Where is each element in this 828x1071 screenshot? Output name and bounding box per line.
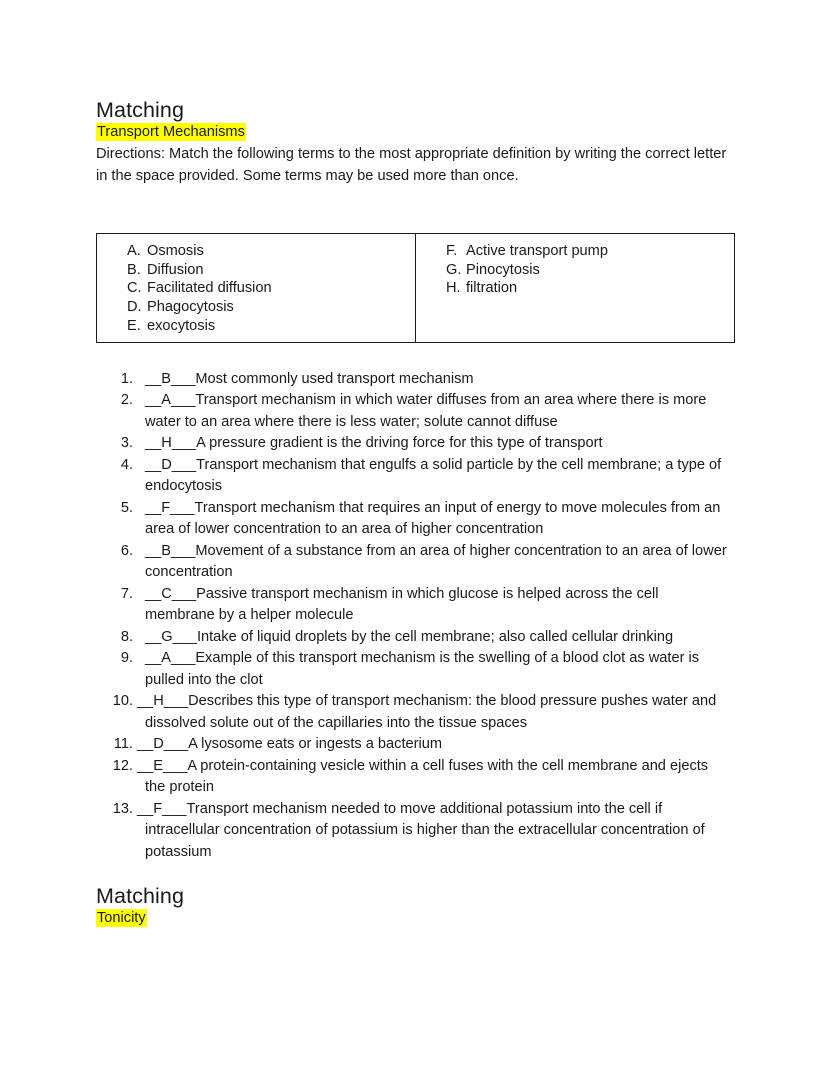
term-label: Pinocytosis: [466, 261, 540, 278]
question-body: [133, 734, 732, 756]
question-body: [133, 390, 732, 433]
question-text: Transport mechanism needed to move additional potassium into the cell if intracellular concentration of potassium is higher than the extracellular concentration of potassium: [145, 800, 705, 860]
question-item-13: [96, 799, 732, 864]
question-body: [133, 541, 732, 584]
term-item-h: [446, 279, 730, 298]
question-body: [133, 584, 732, 627]
term-letter: E.: [127, 317, 141, 334]
term-letter: H.: [446, 280, 461, 297]
question-number: 10.: [112, 693, 133, 710]
question-item-11: [96, 734, 732, 756]
question-number: 8.: [120, 628, 133, 645]
question-body: [133, 498, 732, 541]
question-item-10: [96, 691, 732, 734]
question-text: A protein-containing vesicle within a cell fuses with the cell membrane and ejects the protein: [145, 757, 709, 796]
question-text: Example of this transport mechanism is the swelling of a blood clot as water is pulled into the clot: [145, 650, 700, 688]
term-label: exocytosis: [147, 317, 216, 334]
answer-blank: __E___: [137, 757, 188, 774]
section-heading-transport: Matching: [96, 98, 185, 122]
answer-blank: __D___: [137, 736, 189, 753]
question-number: 1.: [120, 370, 133, 387]
question-text: Passive transport mechanism in which glucose is helped across the cell membrane by a helper molecule: [145, 585, 659, 624]
question-item-4: [96, 455, 732, 498]
term-bank-left-cell: [97, 234, 416, 343]
question-number: 3.: [120, 435, 133, 452]
answer-blank: __B___: [145, 370, 196, 387]
question-number: 13.: [112, 800, 133, 817]
question-text: Transport mechanism in which water diffuses from an area where there is more water to an area where there is less water; solute cannot diffuse: [145, 392, 707, 430]
question-list: [96, 369, 732, 864]
question-body: [133, 627, 732, 649]
term-item-e: [127, 317, 411, 336]
term-label: filtration: [466, 280, 518, 297]
question-body: [133, 799, 732, 864]
question-number: 5.: [120, 499, 133, 516]
question-item-7: [96, 584, 732, 627]
question-item-9: [96, 648, 732, 691]
question-number: 11.: [113, 736, 133, 753]
question-text: Transport mechanism that requires an input of energy to move molecules from an area of lower concentration to an area of higher concentration: [145, 499, 721, 538]
question-text: Intake of liquid droplets by the cell membrane; also called cellular drinking: [196, 628, 674, 645]
question-body: [133, 369, 732, 391]
answer-blank: __H___: [145, 435, 197, 452]
question-body: [133, 433, 732, 455]
term-letter: G.: [446, 261, 462, 278]
term-label: Phagocytosis: [147, 299, 234, 316]
term-item-a: [127, 242, 411, 261]
question-item-8: [96, 627, 732, 649]
term-letter: B.: [127, 261, 141, 278]
section-heading-tonicity: Matching: [96, 884, 185, 909]
term-letter: C.: [127, 280, 142, 297]
term-label: Diffusion: [147, 261, 204, 278]
topic-line-tonicity: [96, 909, 732, 927]
answer-blank: __F___: [137, 800, 187, 817]
term-label: Facilitated diffusion: [147, 280, 272, 297]
term-bank-right-cell: [416, 234, 735, 343]
answer-blank: __A___: [145, 650, 196, 667]
question-item-1: [96, 369, 732, 391]
term-label: Active transport pump: [466, 243, 608, 259]
term-item-f: [446, 242, 730, 261]
directions-text: Directions: Match the following terms to the most appropriate definition by writing the correct letter in the space provided. Some terms may be used more than once.: [96, 146, 727, 184]
answer-blank: __C___: [145, 585, 197, 602]
term-item-d: [127, 298, 411, 317]
question-body: [133, 648, 732, 691]
topic-highlight-transport: Transport Mechanisms: [97, 124, 245, 140]
question-text: Transport mechanism that engulfs a solid particle by the cell membrane; a type of endocytosis: [145, 456, 722, 495]
term-letter: D.: [127, 299, 142, 316]
question-number: 2.: [120, 392, 133, 409]
question-body: [133, 756, 732, 799]
document-content: [96, 0, 732, 927]
topic-line-transport: [96, 123, 732, 141]
question-number: 9.: [120, 650, 133, 667]
term-letter: F.: [446, 243, 458, 259]
question-text: Describes this type of transport mechanism: the blood pressure pushes water and dissolved solute out of the capillaries into the tissue spaces: [145, 693, 717, 731]
term-letter: A.: [127, 243, 141, 259]
question-item-6: [96, 541, 732, 584]
question-text: Movement of a substance from an area of higher concentration to an area of lower concentration: [145, 542, 727, 581]
term-item-c: [127, 279, 411, 298]
question-text: A pressure gradient is the driving force for this type of transport: [196, 435, 603, 452]
question-number: 12.: [112, 757, 133, 774]
question-item-12: [96, 756, 732, 799]
term-item-g: [446, 261, 730, 280]
question-text: A lysosome eats or ingests a bacterium: [188, 736, 443, 753]
answer-blank: __H___: [137, 693, 189, 710]
term-item-b: [127, 261, 411, 280]
question-body: [133, 691, 732, 734]
question-number: 6.: [120, 542, 133, 559]
answer-blank: __D___: [145, 456, 197, 473]
question-item-5: [96, 498, 732, 541]
question-text: Most commonly used transport mechanism: [195, 370, 474, 387]
term-bank-row: [97, 234, 735, 343]
answer-blank: __A___: [145, 392, 196, 409]
term-label: Osmosis: [147, 243, 204, 259]
question-item-3: [96, 433, 732, 455]
question-item-2: [96, 390, 732, 433]
question-body: [133, 455, 732, 498]
term-bank-table: [96, 233, 735, 343]
question-number: 4.: [120, 456, 133, 473]
answer-blank: __B___: [145, 542, 196, 559]
answer-blank: __F___: [145, 499, 195, 516]
topic-highlight-tonicity: Tonicity: [97, 910, 146, 927]
question-number: 7.: [120, 585, 133, 602]
answer-blank: __G___: [145, 628, 197, 645]
